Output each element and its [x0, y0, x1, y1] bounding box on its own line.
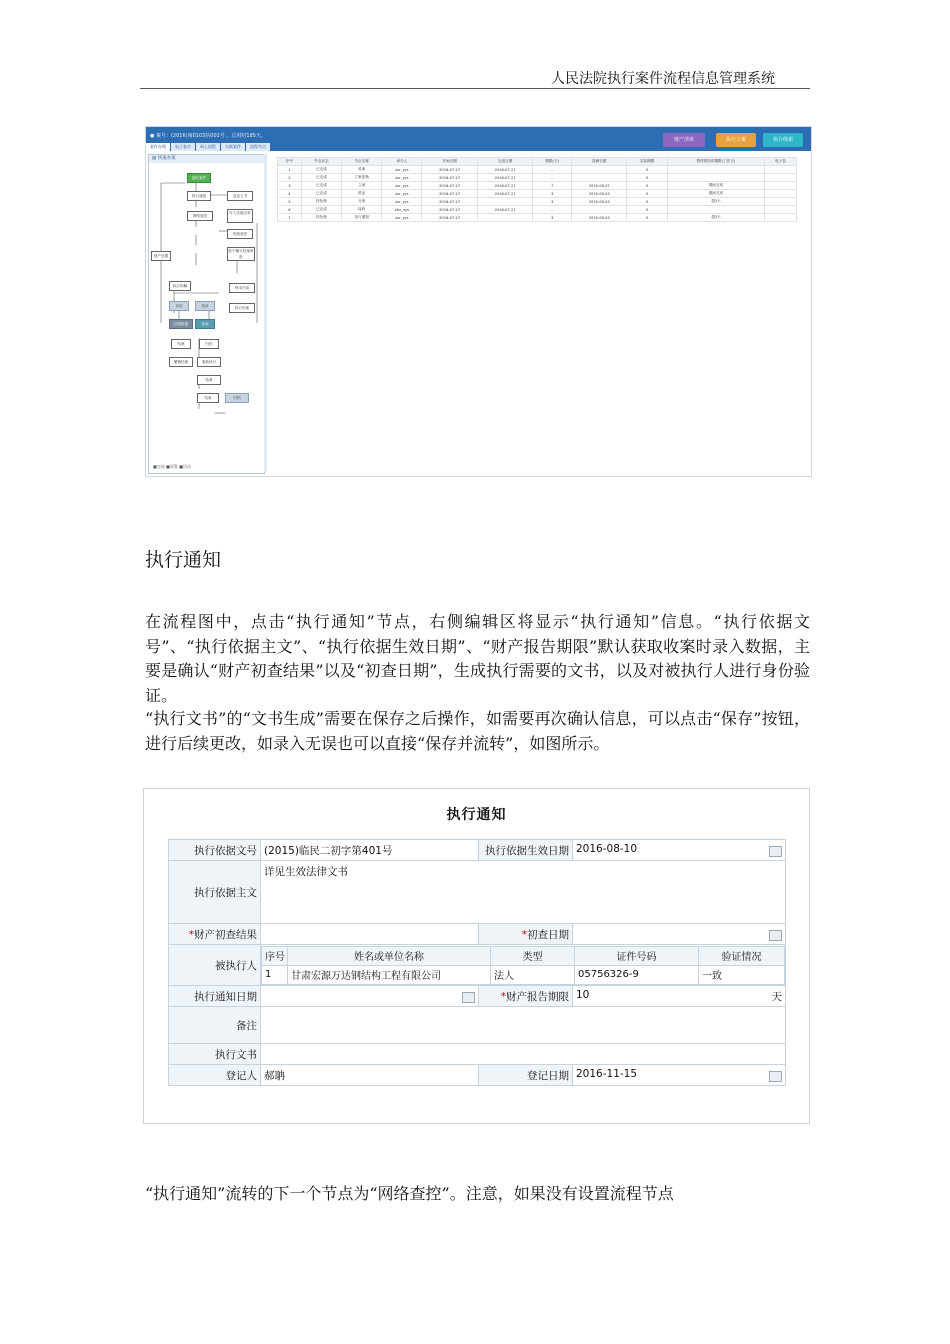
table-cell: 立案复核 — [342, 174, 382, 182]
check-date-label-text: 初查日期 — [527, 928, 569, 941]
table-header-cell: 届满日期 — [571, 158, 627, 166]
table-cell: 4 — [278, 190, 302, 198]
table-cell: 2016-07-27 — [422, 166, 478, 174]
table-cell: 超3天 — [667, 214, 764, 222]
top-bar — [146, 127, 811, 151]
panel-title: ▤ 快速办案 — [149, 155, 264, 163]
reg-date-value: 2016-11-15 — [576, 1068, 638, 1080]
table-cell: 2016-07-27 — [477, 206, 533, 214]
flow-node-serve-docs[interactable]: 送达文书 — [227, 191, 253, 201]
asset-result-label-text: 财产初查结果 — [194, 928, 257, 941]
table-cell — [764, 190, 796, 198]
table-cell: zxr_sys — [382, 214, 422, 222]
table-row[interactable] — [278, 198, 797, 206]
executee-label: 被执行人 — [169, 945, 261, 986]
table-cell: 5 — [278, 198, 302, 206]
flow-node-archive[interactable]: 归档 — [199, 339, 219, 349]
table-cell — [764, 166, 796, 174]
reg-date-field[interactable] — [573, 1065, 786, 1086]
table-cell: 分案 — [342, 198, 382, 206]
executee-type: 法人 — [491, 965, 575, 984]
table-header-cell: 期限(天) — [533, 158, 572, 166]
table-cell: 3 — [533, 214, 572, 222]
basis-text-label: 执行依据主文 — [169, 861, 261, 924]
table-cell: 3 — [278, 182, 302, 190]
registrar-label: 登记人 — [169, 1065, 261, 1086]
table-cell — [667, 166, 764, 174]
doc-field[interactable] — [261, 1044, 786, 1065]
table-cell: 0 — [627, 166, 667, 174]
table-header-cell: 实际期限 — [627, 158, 667, 166]
flow-node-final-archive[interactable]: 归档 — [225, 393, 249, 403]
executee-header: 类型 — [491, 946, 575, 965]
executee-table — [261, 946, 785, 985]
table-cell: 0 — [627, 214, 667, 222]
executee-header: 姓名或单位名称 — [288, 946, 491, 965]
tab-online-flow[interactable]: 网上流程 — [196, 143, 220, 151]
table-cell — [477, 198, 533, 206]
flow-node-refuse-approval[interactable]: 拒不履行结案审批 — [228, 249, 254, 259]
table-cell: 2016-08-03 — [571, 214, 627, 222]
flow-node-network-check[interactable]: 网络查控 — [187, 211, 213, 221]
table-row[interactable] — [278, 214, 797, 222]
section-heading: 执行通知 — [145, 549, 222, 571]
table-cell — [477, 214, 533, 222]
table-row[interactable] — [278, 190, 797, 198]
check-date-field[interactable] — [573, 924, 786, 945]
table-cell: zxr_sys — [382, 174, 422, 182]
notice-date-field[interactable] — [261, 986, 479, 1007]
table-cell: 2016-07-27 — [477, 174, 533, 182]
table-cell: 2016-08-07 — [571, 182, 627, 190]
flow-node-termination-talk[interactable]: 终本约谈 — [229, 283, 255, 293]
document-header-title: 人民法院执行案件流程信息管理系统 — [551, 71, 775, 87]
executee-header: 证件号码 — [575, 946, 699, 965]
table-cell: 已完成 — [301, 182, 341, 190]
table-header-cell: 开始日期 — [422, 158, 478, 166]
table-cell: 期间完成 — [667, 182, 764, 190]
calendar-icon[interactable] — [462, 992, 475, 1003]
table-cell: zxr_sys — [382, 166, 422, 174]
table-cell: 已完成 — [301, 166, 341, 174]
table-cell: 立案 — [342, 182, 382, 190]
table-cell: 执行通知 — [342, 214, 382, 222]
effective-date-field[interactable] — [573, 840, 786, 861]
table-header-cell: 节点状态 — [301, 158, 341, 166]
table-cell: 0 — [627, 182, 667, 190]
table-cell: 2016-07-27 — [422, 214, 478, 222]
table-cell: 0 — [627, 206, 667, 214]
effective-date-label: 执行依据生效日期 — [479, 840, 573, 861]
flow-node-settlement[interactable]: 执行和解 — [169, 281, 191, 291]
table-cell: -- — [533, 166, 572, 174]
paragraph-2: “执行文书”的“文书生成”需要在保存之后操作，如需要再次确认信息，可以点击“保存”按钮，进行后续更改，如录入无误也可以直接“保存并流转”，如图所示。 — [145, 709, 810, 753]
table-cell: zxr_sys — [382, 198, 422, 206]
flow-node-execution-close[interactable]: 执行结案 — [229, 303, 255, 313]
tab-e-file[interactable]: 电子卷宗 — [171, 143, 195, 151]
table-cell: 已完成 — [301, 206, 341, 214]
table-cell: 期间完成 — [667, 190, 764, 198]
basis-text-value: 详见生效法律文书 — [264, 866, 348, 878]
doc-label: 执行文书 — [169, 1044, 261, 1065]
flow-node-sell[interactable]: 变卖 — [195, 319, 215, 329]
table-cell — [571, 174, 627, 182]
table-cell: zfsr_sys — [382, 206, 422, 214]
table-cell: 2016-07-27 — [422, 182, 478, 190]
table-row[interactable] — [278, 174, 797, 182]
flow-legend: ■完成 ■预警 ■活动 — [153, 464, 191, 469]
flow-node-evaluation[interactable]: 评估 — [169, 301, 189, 311]
basis-no-label: 执行依据文号 — [169, 840, 261, 861]
form-table — [168, 839, 786, 1086]
tab-case-handling[interactable]: 案件办理 — [146, 143, 170, 151]
table-row[interactable] — [262, 965, 785, 984]
table-cell — [764, 206, 796, 214]
executee-header: 验证情况 — [699, 946, 785, 965]
table-cell: 2016-07-27 — [477, 190, 533, 198]
table-header-cell: 电子卷 — [764, 158, 796, 166]
executee-id: 05756326-9 — [575, 965, 699, 984]
table-cell: 接收 — [342, 206, 382, 214]
paragraph-1: 在流程图中，点击“执行通知”节点，右侧编辑区将显示“执行通知”信息。“执行依据文号”、“执行依据主文”、“执行依据生效日期”、“财产报告期限”默认获取收案时录入数据，主要是确认“财产初查结果”以及“初查日期”，生成执行需要的文书，以及对被执行人进行身份验证。 — [145, 612, 810, 705]
asset-result-label — [169, 924, 261, 945]
table-cell — [764, 198, 796, 206]
header-rule — [140, 88, 810, 89]
table-cell: 收案 — [342, 166, 382, 174]
calendar-icon[interactable] — [769, 1071, 782, 1082]
table-cell: 0 — [627, 190, 667, 198]
flow-connectors — [149, 163, 264, 463]
executee-header-row — [262, 946, 785, 965]
executee-name: 甘肃宏源万达钢结构工程有限公司 — [288, 965, 491, 984]
flow-node-traditional-check[interactable]: 传统查控 — [227, 229, 253, 239]
flow-node-revoke-close[interactable]: 撤销结案 — [169, 357, 193, 367]
flow-node-execution-notice[interactable]: 执行通知 — [187, 191, 211, 201]
flow-node-table — [277, 157, 797, 222]
registrar-field[interactable] — [261, 1065, 479, 1086]
table-cell: 待处理 — [301, 198, 341, 206]
notice-date-label: 执行通知日期 — [169, 986, 261, 1007]
case-number: ● 案号：(2016)闽0103执001号 ，总用时185天。 — [150, 133, 266, 139]
executee-verify: 一致 — [699, 965, 785, 984]
report-period-field[interactable] — [573, 986, 786, 1007]
executee-header: 序号 — [262, 946, 288, 965]
tab-bar — [146, 143, 271, 151]
required-mark: * — [521, 928, 527, 941]
reg-date-label: 登记日期 — [479, 1065, 573, 1086]
registrar-value: 郝聃 — [264, 1069, 285, 1082]
table-cell: 6 — [278, 206, 302, 214]
form-title: 执行通知 — [446, 807, 507, 823]
table-cell: zxr_sys — [382, 182, 422, 190]
flow-node-close[interactable]: 结案 — [171, 339, 191, 349]
execution-notice-form — [143, 788, 810, 1124]
table-cell: 已完成 — [301, 190, 341, 198]
basis-no-field[interactable] — [261, 840, 479, 861]
table-cell: zxr_sys — [382, 190, 422, 198]
flow-node-re-execute[interactable]: 重新执行 — [197, 357, 221, 367]
flow-node-asset-offset[interactable]: 以物抵债 — [169, 319, 193, 329]
table-cell: 0 — [627, 174, 667, 182]
required-mark: * — [188, 928, 194, 941]
remark-field[interactable] — [261, 1007, 786, 1044]
report-period-label-text: 财产报告期限 — [506, 990, 569, 1003]
quick-handling-panel — [148, 154, 265, 474]
remark-label: 备注 — [169, 1007, 261, 1044]
flow-node-blacklist[interactable]: 写入实施名单 — [227, 209, 253, 223]
basis-text-field[interactable] — [261, 861, 786, 924]
asset-list-button[interactable]: 财产清单 — [663, 133, 705, 147]
table-cell: 2016-08-03 — [571, 190, 627, 198]
check-date-label — [479, 924, 573, 945]
table-header-cell: 完成日期 — [477, 158, 533, 166]
panel-splitter[interactable] — [264, 154, 267, 472]
table-header-cell: 暂停原因或期限(工作日) — [667, 158, 764, 166]
table-cell: 3 — [533, 190, 572, 198]
table-cell: 2016-08-03 — [571, 198, 627, 206]
table-cell: 2016-07-27 — [477, 166, 533, 174]
table-cell — [667, 206, 764, 214]
table-cell: 2016-07-27 — [422, 206, 478, 214]
report-period-unit: 天 — [771, 990, 782, 1003]
table-header-cell: 承办人 — [382, 158, 422, 166]
table-cell: 1 — [278, 166, 302, 174]
table-cell: 已完成 — [301, 174, 341, 182]
flow-node-auction[interactable]: 拍卖 — [195, 301, 215, 311]
report-period-value: 10 — [576, 988, 590, 1001]
table-cell: 派品 — [342, 190, 382, 198]
table-cell — [571, 166, 627, 174]
table-header-cell: 节点名称 — [342, 158, 382, 166]
table-cell: -- — [533, 206, 572, 214]
case-management-screenshot — [145, 126, 812, 477]
table-cell: 2016-07-27 — [422, 190, 478, 198]
table-cell: -- — [533, 174, 572, 182]
calendar-icon[interactable] — [769, 846, 782, 857]
report-period-label — [479, 986, 573, 1007]
asset-result-field[interactable] — [261, 924, 479, 945]
table-cell: 超3天 — [667, 198, 764, 206]
table-cell — [571, 206, 627, 214]
flow-node-final-close[interactable]: 结案 — [197, 393, 219, 403]
table-row[interactable] — [278, 206, 797, 214]
flow-node-close-2[interactable]: 结案 — [197, 375, 221, 385]
tab-flow-nodes[interactable]: 流程节点 — [246, 143, 270, 151]
table-cell — [764, 174, 796, 182]
table-cell: 2 — [278, 174, 302, 182]
table-header-cell: 序号 — [278, 158, 302, 166]
basis-no-value: (2015)临民二初字第401号 — [264, 844, 393, 857]
table-cell: 7 — [533, 182, 572, 190]
flow-node-receive[interactable]: 接收案件 — [187, 173, 211, 183]
table-cell: 待处理 — [301, 214, 341, 222]
table-cell — [667, 174, 764, 182]
effective-date-value: 2016-08-10 — [576, 843, 638, 855]
table-cell: 3 — [533, 198, 572, 206]
calendar-icon[interactable] — [769, 930, 782, 941]
execution-clue-button[interactable]: 执行线索 — [763, 133, 803, 147]
flow-node-asset-disposal[interactable]: 财产处置 — [151, 251, 171, 261]
paragraph-3: “执行通知”流转的下一个节点为“网络查控”。注意，如果没有设置流程节点 — [145, 1184, 674, 1203]
table-cell: 7 — [278, 214, 302, 222]
table-cell: 0 — [627, 198, 667, 206]
table-header-row — [278, 158, 797, 166]
table-cell — [764, 182, 796, 190]
table-cell: 2016-07-27 — [477, 182, 533, 190]
table-cell: 2016-07-27 — [422, 198, 478, 206]
tab-related-cases[interactable]: 关联案件 — [221, 143, 245, 151]
required-mark: * — [500, 990, 506, 1003]
execution-filing-button[interactable]: 执行立案 — [716, 133, 756, 147]
table-cell: 2016-07-27 — [422, 174, 478, 182]
table-row[interactable] — [278, 182, 797, 190]
executee-cell — [261, 945, 786, 986]
executee-seq: 1 — [262, 965, 288, 984]
table-cell — [764, 214, 796, 222]
table-row[interactable] — [278, 166, 797, 174]
